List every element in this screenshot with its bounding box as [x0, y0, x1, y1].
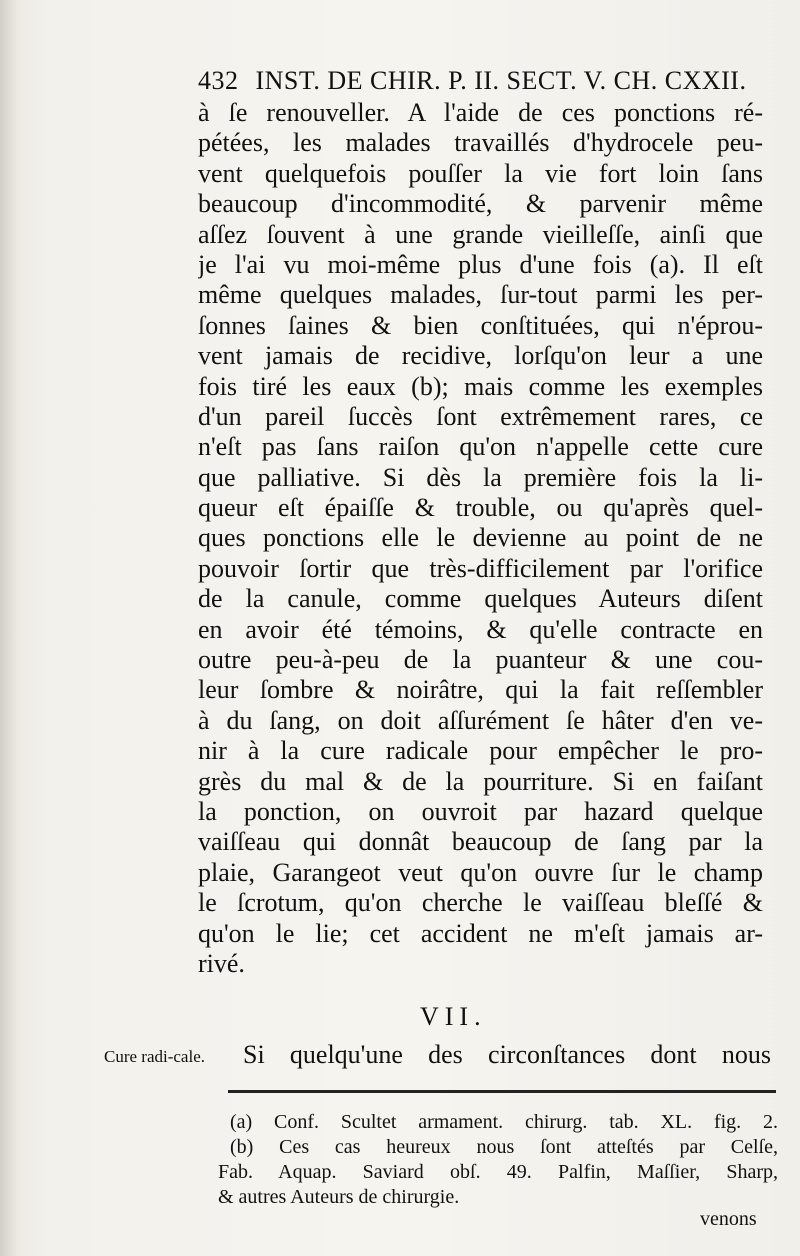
body-line: pouvoir ſortir que très-difficilement par l'orifice	[198, 553, 763, 583]
footnote: (a) Conf. Scultet armament. chirurg. tab. XL. fig. 2.	[230, 1111, 778, 1133]
running-header	[198, 66, 763, 96]
section-first-line: Si quelqu'une des circonſtances dont nous	[243, 1040, 771, 1069]
body-line: de la canule, comme quelques Auteurs diſent	[198, 584, 763, 614]
body-text	[198, 98, 763, 979]
body-line: grès du mal & de la pourriture. Si en faiſant	[198, 766, 763, 796]
body-line: leur ſombre & noirâtre, qui la fait reſſembler	[198, 675, 763, 705]
page-number: 432	[198, 66, 239, 95]
running-title: INST. DE CHIR. P. II. SECT. V. CH. CXXII.	[255, 66, 747, 95]
spine-shadow	[0, 0, 18, 1256]
body-line: même quelques malades, ſur-tout parmi les per-	[198, 280, 763, 310]
footnotes	[218, 1110, 778, 1210]
body-line: vent quelquefois pouſſer la vie fort loin ſans	[198, 158, 763, 188]
catchword: venons	[700, 1208, 757, 1230]
body-line: outre peu-à-peu de la puanteur & une cou-	[198, 645, 763, 675]
footnote: Fab. Aquap. Saviard obſ. 49. Palfin, Maſſier, Sharp,	[218, 1161, 778, 1183]
body-line: rivé.	[198, 948, 245, 978]
body-line: pétées, les malades travaillés d'hydrocele peu-	[198, 128, 763, 158]
footnote-rule	[228, 1090, 776, 1093]
body-line: vent jamais de recidive, lorſqu'on leur a une	[198, 341, 763, 371]
body-line: la ponction, on ouvroit par hazard quelque	[198, 796, 763, 826]
margin-note: Cure radi-cale.	[104, 1047, 205, 1066]
body-line: le ſcrotum, qu'on cherche le vaiſſeau bleſſé &	[198, 888, 763, 918]
body-line: que palliative. Si dès la première fois la li-	[198, 462, 763, 492]
body-line: en avoir été témoins, & qu'elle contracte en	[198, 614, 763, 644]
body-line: queur eſt épaiſſe & trouble, ou qu'après quel-	[198, 493, 763, 523]
body-line: ques ponctions elle le devienne au point de ne	[198, 523, 763, 553]
footnote: (b) Ces cas heureux nous ſont atteſtés par Celſe,	[230, 1136, 778, 1158]
section-number: VII.	[420, 1002, 487, 1031]
body-line: n'eſt pas ſans raiſon qu'on n'appelle cette cure	[198, 432, 763, 462]
body-line: plaie, Garangeot veut qu'on ouvre ſur le champ	[198, 857, 763, 887]
body-line: qu'on le lie; cet accident ne m'eſt jamais ar-	[198, 918, 763, 948]
body-line: je l'ai vu moi-même plus d'une fois (a). Il eſt	[198, 249, 763, 279]
body-line: nir à la cure radicale pour empêcher le pro-	[198, 736, 763, 766]
footnote: & autres Auteurs de chirurgie.	[218, 1186, 460, 1208]
body-line: ſonnes ſaines & bien conſtituées, qui n'éprou-	[198, 310, 763, 340]
body-line: fois tiré les eaux (b); mais comme les exemples	[198, 371, 763, 401]
body-line: à du ſang, on doit aſſurément ſe hâter d'en ve-	[198, 705, 763, 735]
body-line: d'un pareil ſuccès ſont extrêmement rares, ce	[198, 401, 763, 431]
body-line: aſſez ſouvent à une grande vieilleſſe, ainſi que	[198, 219, 763, 249]
body-line: beaucoup d'incommodité, & parvenir même	[198, 189, 763, 219]
body-line: à ſe renouveller. A l'aide de ces ponctions ré-	[198, 98, 763, 127]
body-line: vaiſſeau qui donnât beaucoup de ſang par la	[198, 827, 763, 857]
